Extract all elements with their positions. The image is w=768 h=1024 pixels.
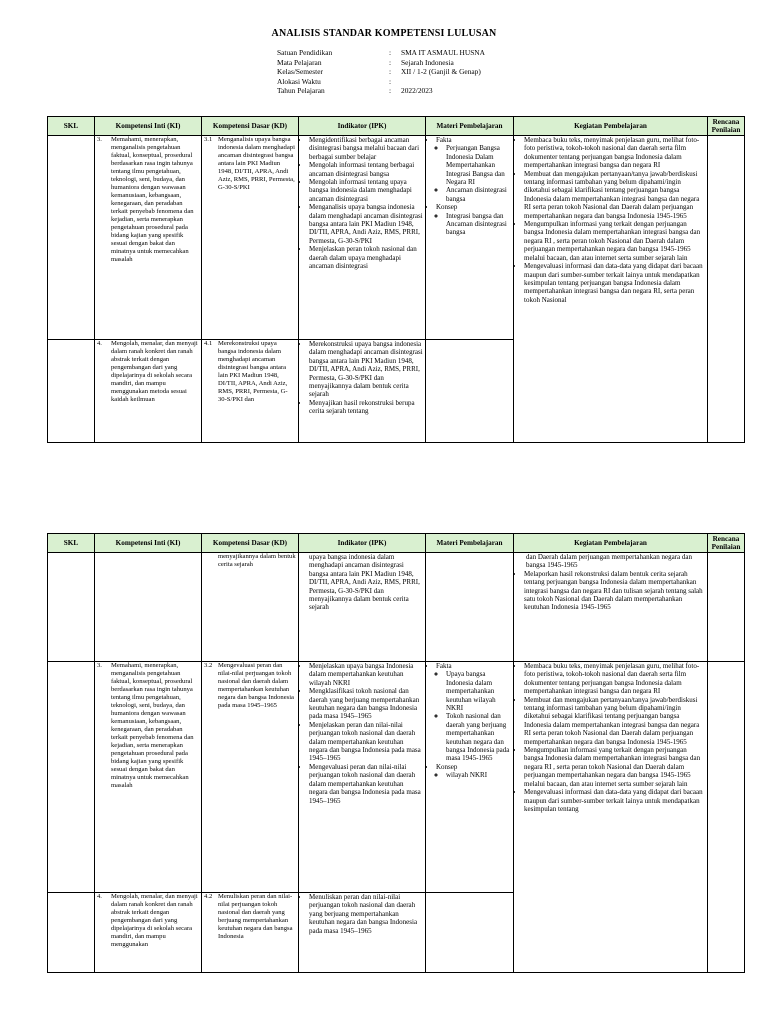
table-row [48,553,745,662]
kd-cell: 4.1 Merekonstruksi upaya bangsa indonesia dalam menghadapi ancaman disintegrasi bangsa antara lain PKI Madiun 1948, DI/TII, APRA, Andi Aziz, RMS, PRRI, Permesta, G-30-S/PKI dan [202,340,299,443]
meta-row [277,67,601,77]
kd-cell: 3.1 Menganalisis upaya bangsa indonesia dalam menghadapi ancaman disintegrasi bangsa antara lain PKI Madiun 1948, DI/TII, APRA, Andi Aziz, RMS, PRRI, Permesta, G-30-S/PKI [202,136,299,340]
skl-cell [48,553,95,662]
ki-cell: 3. Memahami, menerapkan, menganalisis pengetahuan faktual, konseptual, prosedural berdasarkan rasa ingin tahunya tentang ilmu pengetahuan, teknologi, seni, budaya, dan humaniora dengan wawasan kemanusiaan, kebangsaan, kenegaraan, dan peradaban terkait penyebab fenomena dan kejadian, serta menerapkan pengetahuan prosedural pada bidang kajian yang spesifik sesuai dengan bakat dan minatnya untuk memecahkan masalah [95,136,202,340]
list-item: ◦ Perjuangan Bangsa Indonesia Dalam Mempertahankan Integrasi Bangsa dan Negara RI [446,144,511,186]
list-item: • Menuliskan peran dan nilai-nilai perjuangan tokoh nasional dan daerah yang berjuang mempertahankan keutuhan negara dan bangsa Indonesia pada masa 1945–1965 [309,893,423,935]
list-item: • Menjelaskan peran dan nilai-nilai perjuangan tokoh nasional dan daerah dalam mempertahankan keutuhan negara dan bangsa Indonesia pada masa 1945–1965 [309,721,423,763]
list-item: • Fakta ◦ Perjuangan Bangsa Indonesia Dalam Mempertahankan Integrasi Bangsa dan Negara RI ◦ Ancaman disintegrasi bangsa [436,136,511,203]
list-item: • Mengidentifikasi berbagai ancaman disintegrasi bangsa melalui bacaan dari berbagai sumber belajar [309,136,423,161]
ipk-cell: upaya bangsa indonesia dalam menghadapi ancaman disintegrasi bangsa antara lain PKI Madiun 1948, DI/TII, APRA, Andi Aziz, RMS, PRRI, Permesta, G-30-S/PKI dan menyajikannya dalam bentuk cerita sejarah [299,553,426,662]
rencana-cell [708,553,745,662]
list-item: • Menjelaskan peran tokoh nasional dan daerah dalam upaya menghadapi ancaman disintegrasi [309,245,423,270]
document-meta [277,48,601,96]
header-skl: SKL [48,117,95,136]
header-skl: SKL [48,534,95,553]
list-item: ◦ Tokoh nasional dan daerah yang berjuang mempertahankan keutuhan negara dan bangsa Indonesia pada masa 1945-1965 [446,712,511,762]
meta-value: XII / 1-2 (Ganjil & Genap) [401,67,481,77]
list-item: • Mengolah informasi tentang berbagai ancaman disintegrasi bangsa [309,161,423,178]
list-item: • Membuat dan mengajukan pertanyaan/tanya jawab/berdiskusi tentang informasi tambahan yang belum dipahami/ingin diketahui sebagai klarifikasi tentang perjuangan bangsa Indonesia dalam mempertahankan integrasi bangsa dan negara RI serta peran tokoh Nasional dan Daerah dalam perjuangan mempertahankan negara dan bangsa Indonesia 1945-1965 [524,696,705,746]
list-item: • Mengumpulkan informasi yang terkait dengan perjuangan bangsa Indonesia dalam mempertahankan integrasi bangsa dan negara RI , serta peran tokoh Nasional dan Daerah dalam perjuangan mempertahankan negara dan bangsa 1945-1965 melalui bacaan, dan atau internet serta sumber sejarah lain [524,746,705,788]
table-row [48,662,745,893]
ipk-cell [299,893,426,973]
meta-row [277,58,601,68]
list-item: • Merekonstruksi upaya bangsa indonesia dalam menghadapi ancaman disintegrasi bangsa antara lain PKI Madiun 1948, DI/TII, APRA, Andi Aziz, RMS, PRRI, Permesta, G-30-S/PKI dan menyajikannya dalam bentuk cerita sejarah [309,340,423,399]
meta-label: Satuan Pendidikan [277,48,333,57]
header-kd: Kompetensi Dasar (KD) [202,534,299,553]
list-item: • Menyajikan hasil rekonstruksi berupa cerita sejarah tentang [309,399,423,416]
list-item: • Membaca buku teks, menyimak penjelasan guru, melihat foto-foto peristiwa, tokoh-tokoh nasional dan daerah serta film dokumenter tentang perjuangan bangsa Indonesia dalam mempertahankan integrasi bangsa dan negara RI [524,136,705,170]
materi-cell [426,662,514,893]
list-item: • Menjelaskan upaya bangsa Indonesia dalam mempertahankan keutuhan wilayah NKRI [309,662,423,687]
skl-table-page-1 [47,116,745,443]
meta-label: Mata Pelajaran [277,57,322,67]
meta-label: Kelas/Semester [277,67,323,77]
ki-cell [95,553,202,662]
table-header-row [48,117,745,136]
header-materi: Materi Pembelajaran [426,534,514,553]
table-header-row [48,534,745,553]
meta-colon: : [389,76,392,86]
meta-label: Alokasi Waktu [277,76,321,86]
list-item: ◦ Ancaman disintegrasi bangsa [446,186,511,203]
ipk-cell [299,662,426,893]
list-item: • Melaporkan hasil rekonstruksi dalam bentuk cerita sejarah tentang perjuangan bangsa Indonesia dalam mempertahankan integrasi bangsa dan negara RI dan tulisan sejarah tentang salah satu tokoh Nasional dan Daerah dalam mempertahankan keutuhan Indonesia 1945-1965 [524,570,705,612]
list-item: • Mengolah informasi tentang upaya bangsa indonesia dalam menghadapi ancaman disintegrasi [309,178,423,203]
document-title: ANALISIS STANDAR KOMPETENSI LULUSAN [271,28,497,39]
list-item: • Membuat dan mengajukan pertanyaan/tanya jawab/berdiskusi tentang informasi tambahan yang belum dipahami/ingin diketahui sebagai klarifikasi tentang perjuangan bangsa Indonesia dalam mempertahankan integrasi bangsa dan negara RI serta peran tokoh Nasional dan Daerah dalam perjuangan mempertahankan negara dan bangsa Indonesia 1945-1965 [524,170,705,220]
list-item: • Menganalisis upaya bangsa indonesia dalam menghadapi ancaman disintegrasi bangsa antara lain PKI Madiun 1948, DI/TII, APRA, Andi Aziz, RMS, PRRI, Permesta, G-30-S/PKI [309,203,423,245]
list-item: • Konsep ◦ wilayah NKRI [436,763,511,780]
meta-label: Tahun Pelajaran [277,86,325,96]
materi-cell [426,136,514,340]
meta-value: SMA IT ASMAUL HUSNA [401,48,485,57]
ki-cell: 4. Mengolah, menalar, dan menyaji dalam ranah konkret dan ranah abstrak terkait dengan pengembangan dari yang dipelajarinya di sekolah secara mandiri, dan mampu menggunakan metoda sesuai kaidah keilmuan [95,340,202,443]
header-ki: Kompetensi Inti (KI) [95,534,202,553]
list-item: • Membaca buku teks, menyimak penjelasan guru, melihat foto-foto peristiwa, tokoh-tokoh nasional dan daerah serta film dokumenter tentang perjuangan bangsa Indonesia dalam mempertahankan integrasi bangsa dan negara RI [524,662,705,696]
header-ki: Kompetensi Inti (KI) [95,117,202,136]
list-item: • Mengumpulkan informasi yang terkait dengan perjuangan bangsa Indonesia dalam mempertahankan integrasi bangsa dan negara RI , serta peran tokoh Nasional dan Daerah dalam perjuangan mempertahankan negara dan bangsa 1945-1965 melalui bacaan, dan atau internet serta sumber sejarah lain [524,220,705,262]
materi-cell [426,893,514,973]
kd-cell: 3.2 Mengevaluasi peran dan nilai-nilai perjuangan tokoh nasional dan daerah dalam mempertahankan keutuhan negara dan bangsa Indonesia pada masa 1945–1965 [202,662,299,893]
meta-colon: : [389,48,392,57]
list-item: • Fakta ◦ Upaya bangsa Indonesia dalam mempertahankan keutuhan wilayah NKRI ◦ Tokoh nasional dan daerah yang berjuang mempertahankan keutuhan negara dan bangsa Indonesia pada masa 1945-1965 [436,662,511,763]
header-ipk: Indikator (IPK) [299,117,426,136]
header-materi: Materi Pembelajaran [426,117,514,136]
header-kd: Kompetensi Dasar (KD) [202,117,299,136]
materi-cell [426,553,514,662]
list-item: ◦ Integrasi bangsa dan Ancaman disintegrasi bangsa [446,212,511,237]
kegiatan-cell [514,136,708,443]
ki-cell: 4. Mengolah, menalar, dan menyaji dalam ranah konkret dan ranah abstrak terkait dengan pengembangan dari yang dipelajarinya di sekolah secara mandiri, dan mampu menggunakan [95,893,202,973]
materi-cell [426,340,514,443]
list-item: • Mengklasifikasi tokoh nasional dan daerah yang berjuang mempertahankan keutuhan negara dan bangsa Indonesia pada masa 1945–1965 [309,687,423,721]
skl-cell [48,662,95,893]
header-kegiatan: Kegiatan Pembelajaran [514,534,708,553]
skl-cell [48,340,95,443]
skl-table-page-2 [47,533,745,973]
table-row [48,136,745,340]
header-kegiatan: Kegiatan Pembelajaran [514,117,708,136]
kegiatan-cell: dan Daerah dalam perjuangan mempertahankan negara dan bangsa 1945-1965 • Melaporkan hasil rekonstruksi dalam bentuk cerita sejarah tentang perjuangan bangsa Indonesia dalam mempertahankan integrasi bangsa dan negara RI dan tulisan sejarah tentang salah satu tokoh Nasional dan Daerah dalam mempertahankan keutuhan Indonesia 1945-1965 [514,553,708,662]
meta-colon: : [389,86,392,96]
list-item: • Mengevaluasi peran dan nilai-nilai perjuangan tokoh nasional dan daerah dalam mempertahankan keutuhan negara dan bangsa Indonesia pada masa 1945–1965 [309,763,423,805]
kd-cell: menyajikannya dalam bentuk cerita sejarah [202,553,299,662]
list-item: • Mengevaluasi informasi dan data-data yang didapat dari bacaan maupun dari sumber-sumber terkait lainya untuk mendapatkan kesimpulan tentang perjuangan bangsa Indonesia dalam mempertahankan integrasi bangsa dan negara RI, serta peran tokoh Nasional [524,262,705,304]
ipk-cell [299,136,426,340]
header-rencana: Rencana Penilaian [708,117,745,136]
kd-cell: 4.2 Menuliskan peran dan nilai-nilai perjuangan tokoh nasional dan daerah yang berjuang mempertahankan keutuhan negara dan bangsa Indonesia [202,893,299,973]
list-item: ◦ wilayah NKRI [446,771,511,779]
list-item: ◦ Upaya bangsa Indonesia dalam mempertahankan keutuhan wilayah NKRI [446,670,511,712]
meta-value [401,77,601,87]
ipk-cell [299,340,426,443]
rencana-cell [708,136,745,443]
meta-colon: : [389,57,392,67]
meta-value: 2022/2023 [401,86,433,96]
rencana-cell [708,662,745,973]
ki-cell: 3. Memahami, menerapkan, menganalisis pengetahuan faktual, konseptual, prosedural berdasarkan rasa ingin tahunya tentang ilmu pengetahuan, teknologi, seni, budaya, dan humaniora dengan wawasan kemanusiaan, kebangsaan, kenegaraan, dan peradaban terkait penyebab fenomena dan kejadian, serta menerapkan pengetahuan prosedural pada bidang kajian yang spesifik sesuai dengan bakat dan minatnya untuk memecahkan masalah [95,662,202,893]
meta-colon: : [389,67,392,77]
header-ipk: Indikator (IPK) [299,534,426,553]
header-rencana: Rencana Penilaian [708,534,745,553]
meta-row [277,77,601,87]
list-item: • Mengevaluasi informasi dan data-data yang didapat dari bacaan maupun dari sumber-sumber terkait lainya untuk mendapatkan kesimpulan tentang [524,788,705,813]
skl-cell [48,893,95,973]
kegiatan-cell [514,662,708,973]
meta-value: Sejarah Indonesia [401,57,454,67]
skl-cell [48,136,95,340]
list-item: • Konsep ◦ Integrasi bangsa dan Ancaman disintegrasi bangsa [436,203,511,237]
meta-row [277,86,601,96]
meta-row [277,48,601,58]
